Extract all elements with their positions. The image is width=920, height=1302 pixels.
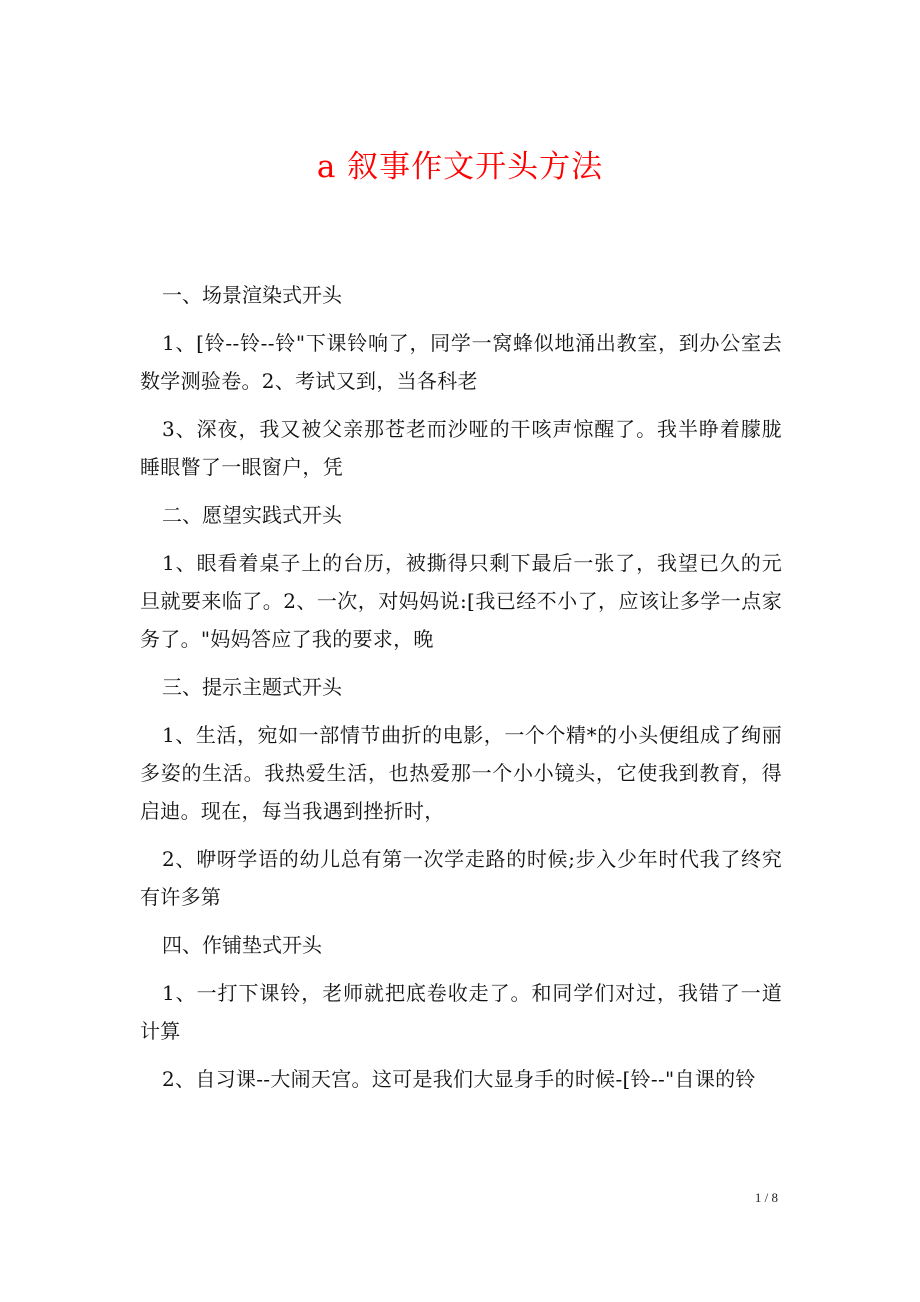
paragraph: 1、[铃--铃--铃"下课铃响了，同学一窝蜂似地涌出教室，到办公室去数学测验卷。2、考试又到，当各科老 bbox=[140, 331, 782, 393]
page-number: 1 / 8 bbox=[754, 1190, 778, 1205]
paragraph: 1、眼看着桌子上的台历，被撕得只剩下最后一张了，我望已久的元旦就要来临了。2、一次，对妈妈说:[我已经不小了，应该让多学一点家务了。"妈妈答应了我的要求，晚 bbox=[140, 551, 782, 651]
section-heading: 三、提示主题式开头 bbox=[162, 675, 342, 699]
section-heading: 一、场景渲染式开头 bbox=[162, 283, 342, 307]
paragraph: 2、咿呀学语的幼儿总有第一次学走路的时候;步入少年时代我了终究有许多第 bbox=[140, 847, 782, 909]
section-heading: 二、愿望实践式开头 bbox=[162, 503, 342, 527]
paragraph: 1、生活，宛如一部情节曲折的电影，一个个精*的小头便组成了绚丽多姿的生活。我热爱生活，也热爱那一个小小镜头，它使我到教育，得启迪。现在，每当我遇到挫折时， bbox=[140, 723, 782, 823]
document-body bbox=[140, 276, 782, 1108]
document-title: a 叙事作文开头方法 bbox=[316, 149, 604, 185]
paragraph: 1、一打下课铃，老师就把底卷收走了。和同学们对过，我错了一道计算 bbox=[140, 981, 782, 1043]
paragraph: 3、深夜，我又被父亲那苍老而沙哑的干咳声惊醒了。我半睁着朦胧睡眼瞥了一眼窗户，凭 bbox=[140, 417, 782, 479]
section-heading: 四、作铺垫式开头 bbox=[162, 933, 322, 957]
paragraph: 2、自习课--大闹天宫。这可是我们大显身手的时候-[铃--"自课的铃 bbox=[162, 1067, 756, 1091]
